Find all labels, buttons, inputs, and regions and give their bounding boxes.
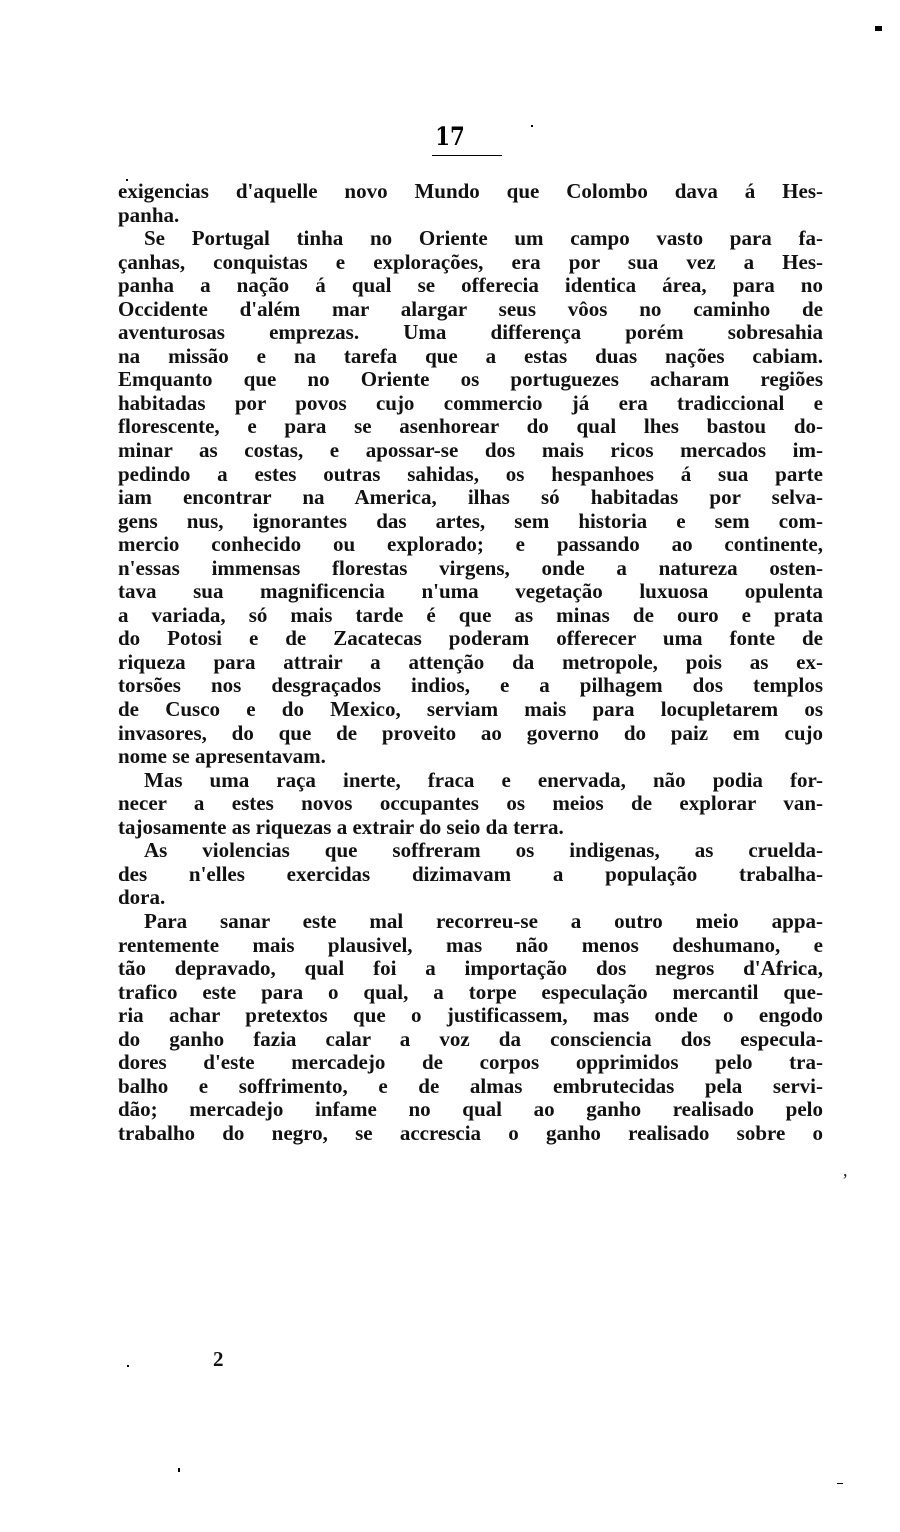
text-line: habitadas por povos cujo commercio já era tradiccional e — [118, 390, 823, 415]
text-line: mercio conhecido ou explorado; e passando ao continente, — [118, 532, 823, 557]
text-line: tão depravado, qual foi a importação dos negros d'Africa, — [118, 956, 823, 981]
text-line: dora. — [118, 885, 166, 910]
text-line: nome se apresentavam. — [118, 744, 326, 769]
text-line: exigencias d'aquelle novo Mundo que Colombo dava á Hes- — [118, 179, 823, 203]
text-line: panha. — [118, 202, 180, 227]
text-line: iam encontrar na America, ilhas só habitadas por selva- — [118, 485, 823, 510]
signature-mark: 2 — [213, 1347, 224, 1371]
page-number: 17 — [435, 122, 465, 151]
text-line: Occidente d'além mar alargar seus vôos no caminho de — [118, 296, 823, 321]
text-line: des n'elles exercidas dizimavam a população trabalha- — [118, 861, 823, 886]
text-line: Para sanar este mal recorreu-se a outro meio appa- — [144, 908, 823, 933]
text-line: Emquanto que no Oriente os portuguezes acharam regiões — [118, 367, 823, 392]
text-line: dores d'este mercadejo de corpos opprimidos pelo tra- — [118, 1050, 823, 1075]
text-line: minar as costas, e apossar-se dos mais ricos mercados im- — [118, 438, 823, 463]
text-line: pedindo a estes outras sahidas, os hespanhoes á sua parte — [118, 461, 823, 486]
text-line: Mas uma raça inerte, fraca e enervada, não podia for- — [144, 767, 823, 792]
text-line: de Cusco e do Mexico, serviam mais para locupletarem os — [118, 697, 823, 722]
text-line: invasores, do que de proveito ao governo do paiz em cujo — [118, 720, 823, 745]
text-line: As violencias que soffreram os indigenas, as crueldа- — [144, 838, 823, 863]
text-line: na missão e na tarefa que a estas duas nações cabiam. — [118, 343, 823, 368]
text-line: aventurosas emprezas. Uma differença porém sobresahia — [118, 320, 823, 345]
scan-speck — [837, 1483, 843, 1484]
text-line: ria achar pretextos que o justificassem, mas onde o engodo — [118, 1003, 823, 1028]
text-line: riqueza para attrair a attenção da metropole, pois as ex- — [118, 649, 823, 674]
text-line: florescente, e para se asenhorear do qual lhes bastou do- — [118, 414, 823, 439]
text-line: trabalho do negro, se accrescia o ganho realisado sobre o — [118, 1120, 823, 1145]
body-text — [118, 180, 823, 1145]
text-line: Se Portugal tinha no Oriente um campo vasto para fa- — [144, 226, 823, 251]
text-line: çanhas, conquistas e explorações, era por sua vez a Hes- — [118, 249, 823, 274]
text-line: do Potosi e de Zacatecas poderam offerecer uma fonte de — [118, 626, 823, 651]
text-line: necer a estes novos occupantes os meios de explorar van- — [118, 791, 823, 816]
text-line: a variada, só mais tarde é que as minas de ouro e prata — [118, 602, 823, 627]
page-number-rule — [432, 155, 502, 156]
text-line: do ganho fazia calar a voz da consciencia dos especula- — [118, 1026, 823, 1051]
text-line: tajosamente as riquezas a extrair do seio da terra. — [118, 814, 564, 839]
text-line: trafico este para o qual, a torpe especulação mercantil que- — [118, 979, 823, 1004]
text-line: panha a nação á qual se offerecia identica área, para no — [118, 273, 823, 298]
margin-mark: , — [843, 1160, 848, 1180]
text-line: dão; mercadejo infame no qual ao ganho realisado pelo — [118, 1097, 823, 1122]
text-line: torsões nos desgraçados indios, e a pilhagem dos templos — [118, 673, 823, 698]
text-line: n'essas immensas florestas virgens, onde a natureza osten- — [118, 555, 823, 580]
text-line: gens nus, ignorantes das artes, sem historia e sem com- — [118, 508, 823, 533]
scan-speck — [875, 26, 882, 31]
scan-speck — [127, 1365, 129, 1367]
text-line: tava sua magnificencia n'uma vegetação luxuosa opulenta — [118, 579, 823, 604]
scan-speck — [178, 1468, 180, 1472]
text-line: rentemente mais plausivel, mas não menos deshumano, e — [118, 932, 823, 957]
text-line: balho e soffrimento, e de almas embrutecidas pela servi- — [118, 1073, 823, 1098]
